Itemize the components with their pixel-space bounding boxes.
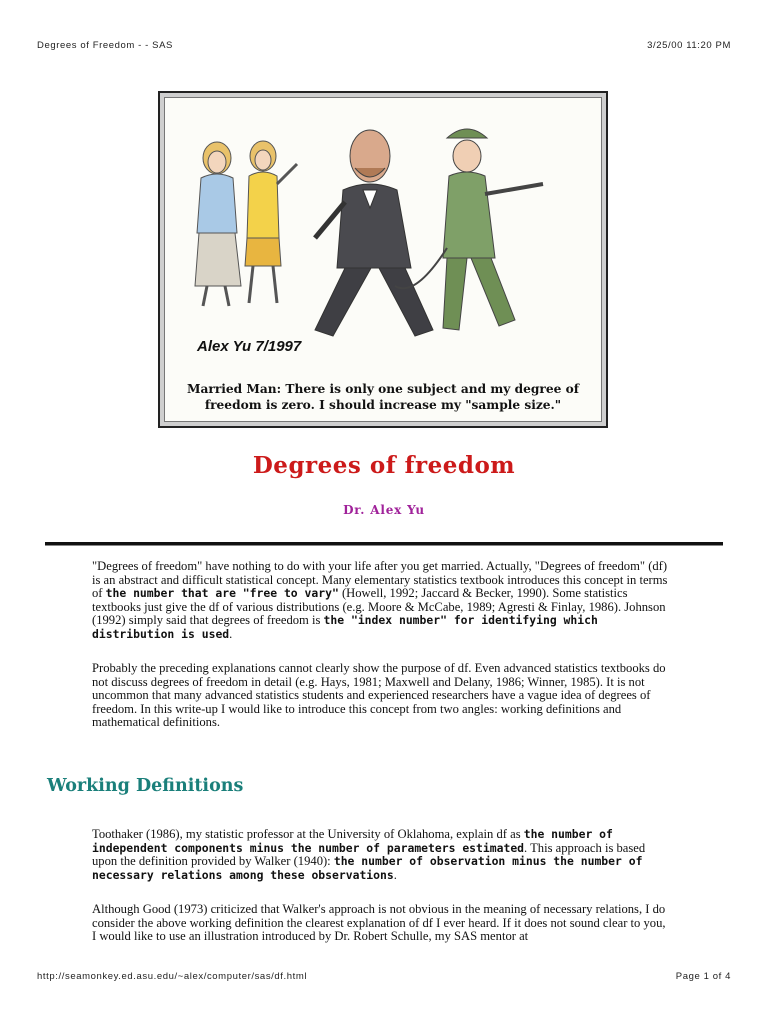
text-run: .	[393, 867, 397, 882]
intro-paragraph-1	[92, 560, 672, 642]
working-definitions-paragraph-1	[92, 828, 672, 882]
author-name: Dr. Alex Yu	[343, 503, 425, 517]
emphasis-index-number: the "index number" for identifying which distribution is used	[92, 613, 598, 641]
text-run: "Degrees of freedom" have nothing to do with your life after you get married. Actually, "Degrees of freedom" (df) is an abstract and difficult statistical concept. Many elementary statistics textbook introduces this concept in terms of	[92, 559, 668, 601]
cartoon-woman-yellow	[245, 141, 297, 303]
print-datetime: 3/25/00 11:20 PM	[647, 40, 731, 51]
page-url: http://seamonkey.ed.asu.edu/~alex/computer/sas/df.html	[37, 971, 308, 982]
cartoon-caption: Married Man: There is only one subject and my degree of freedom is zero. I should increase my "sample size."	[187, 382, 579, 412]
text-run: .	[229, 626, 233, 641]
page-title: Degrees of freedom	[252, 452, 516, 479]
cartoon-signature: Alex Yu 7/1997	[197, 338, 302, 355]
intro-paragraph-2: Probably the preceding explanations cannot clearly show the purpose of df. Even advanced statistics textbooks do not discuss degrees of freedom in detail (e.g. Hays, 1981; Maxwell and Delany, 1986; Winner, 1985). It is not uncommon that many advanced statistics students and experienced researchers have a vague idea of degrees of freedom. In this write-up I would like to introduce this concept from two angles: working definitions and mathematical definitions.	[92, 661, 666, 730]
emphasis-necessary-relations: the number of observation minus the number of necessary relations among these observations	[92, 854, 643, 882]
text-run: Toothaker (1986), my statistic professor at the University of Oklahoma, explain df as	[92, 827, 524, 841]
emphasis-independent-components: the number of independent components minus the number of parameters estimated	[92, 827, 613, 855]
cartoon-woman-blue	[195, 142, 241, 306]
working-definitions-paragraph-2: Although Good (1973) criticized that Walker's approach is not obvious in the meaning of necessary relations, I do consider the above working definition the clearest explanation of df I ever heard. If it does not sound clear to you, I would like to use an illustration introduced by Dr. Robert Schulle, my SAS mentor at	[92, 902, 666, 944]
text-run: (Howell, 1992; Jaccard & Becker, 1990). Some statistics textbooks just give the df of various distributions (e.g. Moore & McCabe, 1989; Agresti & Finlay, 1986). Johnson (1992) simply said that degrees of freedom is	[92, 586, 666, 628]
emphasis-free-to-vary: the number that are "free to vary"	[105, 586, 339, 601]
text-run: . This approach is based upon the definition provided by Walker (1940):	[92, 840, 646, 869]
cartoon-figure	[158, 91, 608, 428]
print-footer	[37, 971, 731, 982]
horizontal-rule	[45, 542, 723, 546]
document-title: Degrees of Freedom - - SAS	[37, 40, 173, 51]
cartoon-man	[315, 130, 433, 336]
cartoon-panel	[164, 97, 602, 422]
print-header	[37, 40, 731, 51]
cartoon-illustration	[165, 98, 605, 378]
page-number: Page 1 of 4	[675, 971, 731, 982]
section-heading-working-definitions: Working Definitions	[47, 776, 244, 796]
